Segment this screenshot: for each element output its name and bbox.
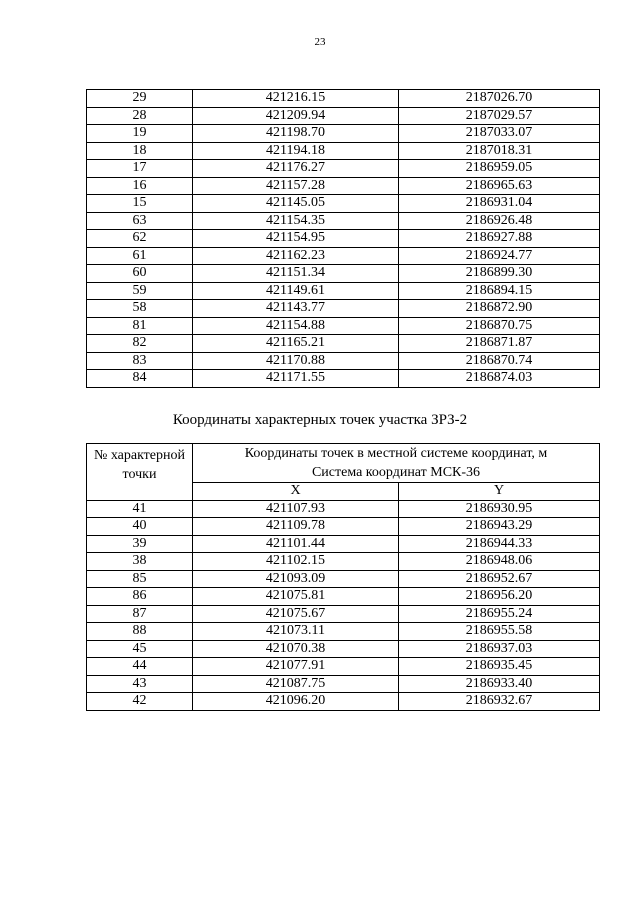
y-coordinate-cell: 2186955.24 xyxy=(399,605,600,623)
x-coordinate-cell: 421077.91 xyxy=(193,658,399,676)
point-number-cell: 59 xyxy=(87,282,193,300)
x-coordinate-cell: 421165.21 xyxy=(193,335,399,353)
table-row xyxy=(87,300,600,318)
coordinates-table-body xyxy=(87,90,600,388)
table-row xyxy=(87,177,600,195)
table-row xyxy=(87,658,600,676)
point-number-cell: 63 xyxy=(87,212,193,230)
y-coordinate-cell: 2186937.03 xyxy=(399,640,600,658)
x-coordinate-cell: 421087.75 xyxy=(193,675,399,693)
point-number-cell: 85 xyxy=(87,570,193,588)
table-row xyxy=(87,282,600,300)
table-row xyxy=(87,605,600,623)
point-number-cell: 82 xyxy=(87,335,193,353)
header-point-number-label: № характерной точки xyxy=(93,448,186,482)
point-number-cell: 19 xyxy=(87,125,193,143)
point-number-cell: 84 xyxy=(87,370,193,388)
header-coordinates-line1: Координаты точек в местной системе координат, м xyxy=(244,446,548,461)
table-row xyxy=(87,195,600,213)
y-coordinate-cell: 2186899.30 xyxy=(399,265,600,283)
table-row xyxy=(87,90,600,108)
y-coordinate-cell: 2186930.95 xyxy=(399,500,600,518)
x-coordinate-cell: 421170.88 xyxy=(193,352,399,370)
y-coordinate-cell: 2186935.45 xyxy=(399,658,600,676)
table-row xyxy=(87,500,600,518)
point-number-cell: 15 xyxy=(87,195,193,213)
section-title: Координаты характерных точек участка ЗРЗ-2 xyxy=(172,412,468,428)
x-coordinate-cell: 421194.18 xyxy=(193,142,399,160)
x-coordinate-cell: 421145.05 xyxy=(193,195,399,213)
x-coordinate-cell: 421073.11 xyxy=(193,623,399,641)
y-coordinate-cell: 2186872.90 xyxy=(399,300,600,318)
x-coordinate-cell: 421209.94 xyxy=(193,107,399,125)
y-coordinate-cell: 2186944.33 xyxy=(399,535,600,553)
point-number-cell: 44 xyxy=(87,658,193,676)
y-coordinate-cell: 2187029.57 xyxy=(399,107,600,125)
x-coordinate-cell: 421101.44 xyxy=(193,535,399,553)
x-coordinate-cell: 421096.20 xyxy=(193,693,399,711)
table-row xyxy=(87,335,600,353)
x-coordinate-cell: 421109.78 xyxy=(193,518,399,536)
x-coordinate-cell: 421143.77 xyxy=(193,300,399,318)
coordinates-table-body xyxy=(87,500,600,710)
x-coordinate-cell: 421070.38 xyxy=(193,640,399,658)
point-number-cell: 39 xyxy=(87,535,193,553)
point-number-cell: 81 xyxy=(87,317,193,335)
y-coordinate-cell: 2186894.15 xyxy=(399,282,600,300)
y-coordinate-cell: 2186948.06 xyxy=(399,553,600,571)
y-coordinate-cell: 2186943.29 xyxy=(399,518,600,536)
point-number-cell: 38 xyxy=(87,553,193,571)
x-coordinate-cell: 421151.34 xyxy=(193,265,399,283)
coordinates-table-zrz2 xyxy=(86,443,600,711)
point-number-cell: 60 xyxy=(87,265,193,283)
table-row xyxy=(87,553,600,571)
table-row xyxy=(87,230,600,248)
y-coordinate-cell: 2186965.63 xyxy=(399,177,600,195)
point-number-cell: 61 xyxy=(87,247,193,265)
x-coordinate-cell: 421154.35 xyxy=(193,212,399,230)
x-coordinate-cell: 421075.67 xyxy=(193,605,399,623)
y-coordinate-cell: 2187026.70 xyxy=(399,90,600,108)
coordinates-table-continued xyxy=(86,89,600,388)
y-coordinate-cell: 2186956.20 xyxy=(399,588,600,606)
point-number-cell: 29 xyxy=(87,90,193,108)
y-coordinate-cell: 2186952.67 xyxy=(399,570,600,588)
x-coordinate-cell: 421102.15 xyxy=(193,553,399,571)
x-coordinate-cell: 421154.88 xyxy=(193,317,399,335)
x-coordinate-cell: 421093.09 xyxy=(193,570,399,588)
y-coordinate-cell: 2187033.07 xyxy=(399,125,600,143)
table-row xyxy=(87,107,600,125)
point-number-cell: 45 xyxy=(87,640,193,658)
point-number-cell: 88 xyxy=(87,623,193,641)
table-row xyxy=(87,317,600,335)
point-number-cell: 83 xyxy=(87,352,193,370)
point-number-cell: 16 xyxy=(87,177,193,195)
y-coordinate-cell: 2186874.03 xyxy=(399,370,600,388)
table-row xyxy=(87,535,600,553)
table-row xyxy=(87,640,600,658)
table-row xyxy=(87,212,600,230)
table-row xyxy=(87,247,600,265)
header-coordinates-line2: Система координат МСК-36 xyxy=(311,465,481,480)
point-number-cell: 86 xyxy=(87,588,193,606)
y-coordinate-cell: 2187018.31 xyxy=(399,142,600,160)
table-row xyxy=(87,160,600,178)
point-number-cell: 40 xyxy=(87,518,193,536)
x-coordinate-cell: 421171.55 xyxy=(193,370,399,388)
y-coordinate-cell: 2186870.75 xyxy=(399,317,600,335)
y-coordinate-cell: 2186927.88 xyxy=(399,230,600,248)
point-number-cell: 42 xyxy=(87,693,193,711)
x-coordinate-cell: 421107.93 xyxy=(193,500,399,518)
table-row xyxy=(87,265,600,283)
x-coordinate-cell: 421162.23 xyxy=(193,247,399,265)
table-row xyxy=(87,623,600,641)
point-number-cell: 17 xyxy=(87,160,193,178)
x-coordinate-cell: 421075.81 xyxy=(193,588,399,606)
x-coordinate-cell: 421198.70 xyxy=(193,125,399,143)
point-number-cell: 41 xyxy=(87,500,193,518)
point-number-cell: 62 xyxy=(87,230,193,248)
table-row xyxy=(87,352,600,370)
y-coordinate-cell: 2186924.77 xyxy=(399,247,600,265)
table-row xyxy=(87,370,600,388)
table-row xyxy=(87,570,600,588)
x-coordinate-cell: 421176.27 xyxy=(193,160,399,178)
y-coordinate-cell: 2186959.05 xyxy=(399,160,600,178)
page-number: 23 xyxy=(314,36,326,48)
table-row xyxy=(87,142,600,160)
header-y: Y xyxy=(399,483,600,501)
table-header xyxy=(87,444,600,501)
y-coordinate-cell: 2186955.58 xyxy=(399,623,600,641)
point-number-cell: 43 xyxy=(87,675,193,693)
table-row xyxy=(87,675,600,693)
y-coordinate-cell: 2186870.74 xyxy=(399,352,600,370)
header-point-number xyxy=(87,444,193,501)
table-row xyxy=(87,518,600,536)
point-number-cell: 58 xyxy=(87,300,193,318)
table-row xyxy=(87,693,600,711)
header-x: X xyxy=(193,483,399,501)
point-number-cell: 28 xyxy=(87,107,193,125)
x-coordinate-cell: 421149.61 xyxy=(193,282,399,300)
y-coordinate-cell: 2186926.48 xyxy=(399,212,600,230)
x-coordinate-cell: 421216.15 xyxy=(193,90,399,108)
header-coordinates xyxy=(193,444,600,483)
y-coordinate-cell: 2186932.67 xyxy=(399,693,600,711)
y-coordinate-cell: 2186931.04 xyxy=(399,195,600,213)
point-number-cell: 18 xyxy=(87,142,193,160)
x-coordinate-cell: 421157.28 xyxy=(193,177,399,195)
x-coordinate-cell: 421154.95 xyxy=(193,230,399,248)
table-row xyxy=(87,125,600,143)
point-number-cell: 87 xyxy=(87,605,193,623)
table-row xyxy=(87,588,600,606)
y-coordinate-cell: 2186871.87 xyxy=(399,335,600,353)
y-coordinate-cell: 2186933.40 xyxy=(399,675,600,693)
